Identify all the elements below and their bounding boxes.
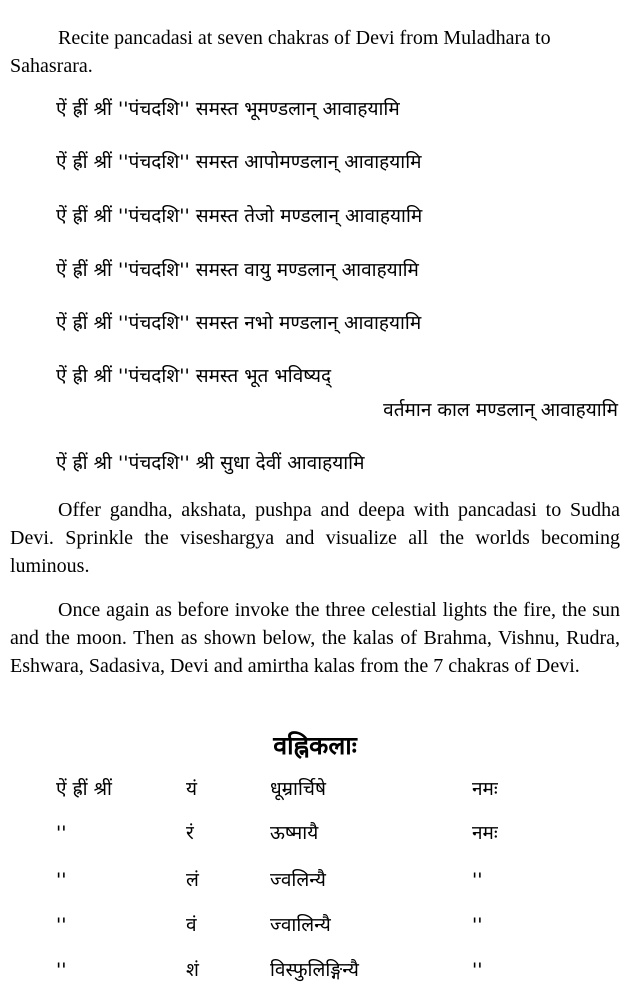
kala-prefix: ऐं ह्रीं श्रीं [56,778,112,800]
kala-prefix: '' [56,959,67,981]
kala-suffix: '' [472,914,483,936]
sudha-devi-mantra: ऐं ह्रीं श्री ''पंचदशि'' श्री सुधा देवीं आवाहयामि [56,452,365,474]
kala-prefix: '' [56,869,67,891]
mantra-line-4: ऐं ह्रीं श्रीं ''पंचदशि'' समस्त वायु मण्डलान् आवाहयामि [56,259,419,281]
kala-name: ज्वलिन्यै [270,869,326,891]
section-title-vahnikala: वह्निकलाः [273,731,357,760]
kala-row [0,910,630,940]
intro-paragraph [10,24,622,80]
kala-bija: वं [186,914,197,936]
offering-paragraph: Offer gandha, akshata, pushpa and deepa with pancadasi to Sudha Devi. Sprinkle the viseshargya and visualize all the worlds becoming luminous. [10,499,620,577]
kala-bija: शं [186,959,199,981]
mantra-line-2: ऐं ह्रीं श्रीं ''पंचदशि'' समस्त आपोमण्डलान् आवाहयामि [56,151,422,173]
kala-prefix: '' [56,822,67,844]
invocation-paragraph: Once again as before invoke the three celestial lights the fire, the sun and the moon. Then as shown below, the kalas of Brahma, Vishnu, Rudra, Eshwara, Sadasiva, Devi and amirtha kalas from the 7 chakras of Devi. [10,599,620,677]
kala-row [0,865,630,895]
kala-name: ज्वालिन्यै [270,914,331,936]
kala-name: धूम्रार्चिषे [270,778,326,800]
mantra-line-6: ऐं ह्री श्रीं ''पंचदशि'' समस्त भूत भविष्यद् [56,365,332,387]
mantra-line-5: ऐं ह्रीं श्रीं ''पंचदशि'' समस्त नभो मण्डलान् आवाहयामि [56,312,422,334]
kala-bija: यं [186,778,198,800]
kala-prefix: '' [56,914,67,936]
intro-line-1: Recite pancadasi at seven chakras of Devi from Muladhara to [58,27,551,49]
kala-bija: रं [186,822,194,844]
kala-name: ऊष्मायै [270,822,319,844]
kala-suffix: '' [472,869,483,891]
kala-row [0,955,630,985]
kala-suffix: '' [472,959,483,981]
mantra-line-6-continuation: वर्तमान काल मण्डलान् आवाहयामि [383,399,618,421]
kala-name: विस्फुलिङ्गिन्यै [270,959,359,981]
mantra-line-3: ऐं ह्रीं श्रीं ''पंचदशि'' समस्त तेजो मण्डलान् आवाहयामि [56,205,423,227]
kala-suffix: नमः [472,822,498,844]
mantra-line-1: ऐं ह्रीं श्रीं ''पंचदशि'' समस्त भूमण्डलान् आवाहयामि [56,98,400,120]
kala-suffix: नमः [472,778,498,800]
kala-bija: लं [186,869,199,891]
kala-row [0,818,630,848]
intro-line-2: Sahasrara. [10,55,93,77]
kala-row [0,774,630,804]
